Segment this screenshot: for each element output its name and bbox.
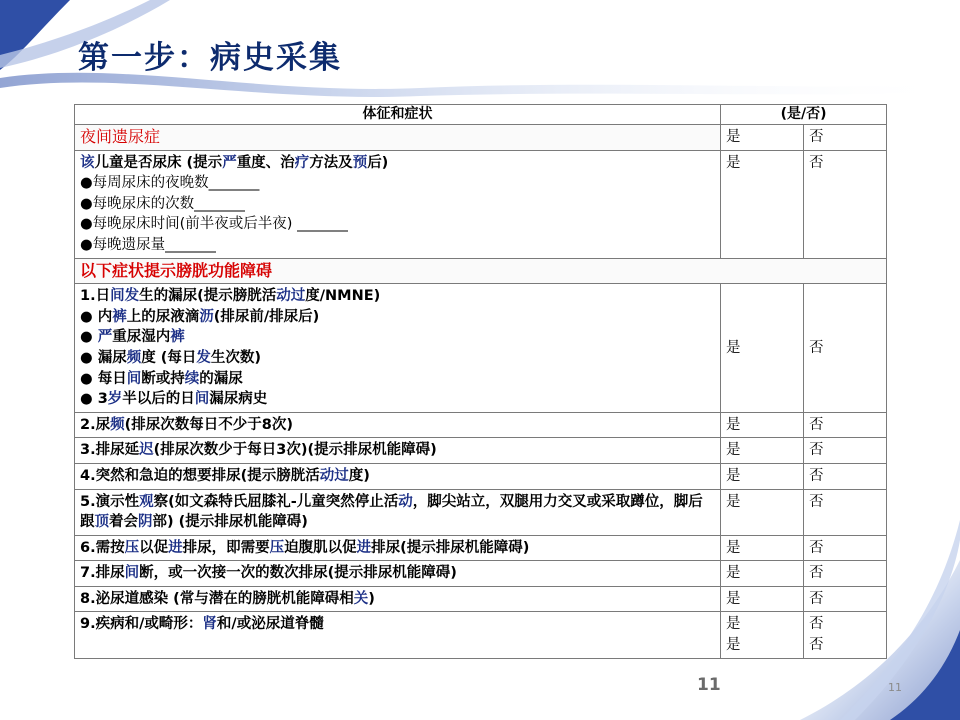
daytime-leakage-title: 1.日间发生的漏尿(提示膀胱活动过度/NMNE) <box>80 288 381 305</box>
header-symptoms: 体征和症状 <box>75 105 721 125</box>
bullet-nights-per-week: ●每周尿床的夜晚数_______ <box>80 175 260 192</box>
no-option[interactable]: 否 <box>804 438 887 464</box>
no-option[interactable]: 否 <box>804 463 887 489</box>
malformation-cell: 9.疾病和/或畸形：肾和/或泌尿道脊髓 <box>75 612 721 658</box>
bedwetting-question: 该儿童是否尿床 (提示严重度、治疗方法及预后) <box>80 154 389 171</box>
table-row <box>75 561 887 587</box>
no-option[interactable]: 否 <box>809 616 824 633</box>
no-option[interactable]: 否 <box>809 637 824 654</box>
bullet-volume-per-night: ●每晚遗尿量_______ <box>80 236 216 253</box>
slide-number-corner: 11 <box>888 681 902 694</box>
bullet-time-of-night: ●每晚尿床时间(前半夜或后半夜) _______ <box>80 216 348 233</box>
table-row <box>75 412 887 438</box>
no-option[interactable]: 否 <box>804 412 887 438</box>
daytime-leakage-cell <box>75 284 721 413</box>
history-table <box>74 104 887 659</box>
no-option[interactable]: 否 <box>804 284 887 413</box>
holding-maneuver-cell: 5.演示性观察(如文森特氏屈膝礼-儿童突然停止活动，脚尖站立，双腿用力交叉或采取蹲位，脚后跟顶着会阴部) (提示排尿机能障碍) <box>75 489 721 535</box>
header-yes-no: (是/否) <box>721 105 887 125</box>
frequency-cell: 2.尿频(排尿次数每日不少于8次) <box>75 412 721 438</box>
no-option[interactable]: 否 <box>804 586 887 612</box>
no-option[interactable]: 否 <box>804 489 887 535</box>
slide-title: 第一步：病史采集 <box>78 40 342 76</box>
table-row <box>75 612 887 658</box>
uti-cell: 8.泌尿道感染 (常与潜在的膀胱机能障碍相关) <box>75 586 721 612</box>
section-title-bladder-dysfunction: 以下症状提示膀胱功能障碍 <box>75 258 887 284</box>
section-title-nocturnal-enuresis: 夜间遗尿症 <box>75 125 721 151</box>
yes-option[interactable]: 是 <box>726 616 741 633</box>
no-option[interactable]: 否 <box>804 535 887 561</box>
bullet-times-per-night: ●每晚尿床的次数_______ <box>80 195 245 212</box>
section-row-nocturnal-enuresis <box>75 125 887 151</box>
bullet-underwear-drips: ● 内裤上的尿液滴沥(排尿前/排尿后) <box>80 308 320 325</box>
bullet-intermittent-leak: ● 每日间断或持续的漏尿 <box>80 370 243 387</box>
table-row <box>75 284 887 413</box>
bullet-leak-frequency: ● 漏尿频度 (每日发生次数) <box>80 349 262 366</box>
yes-option[interactable]: 是 <box>721 412 804 438</box>
yes-option[interactable]: 是 <box>721 489 804 535</box>
voiding-delay-cell: 3.排尿延迟(排尿次数少于每日3次)(提示排尿机能障碍) <box>75 438 721 464</box>
no-option[interactable]: 否 <box>804 125 887 151</box>
interrupted-voiding-cell: 7.排尿间断，或一次接一次的数次排尿(提示排尿机能障碍) <box>75 561 721 587</box>
table-row <box>75 535 887 561</box>
yes-option[interactable]: 是 <box>721 150 804 258</box>
table-row <box>75 150 887 258</box>
yes-option[interactable]: 是 <box>721 586 804 612</box>
table-row <box>75 438 887 464</box>
page-number: 11 <box>697 675 721 695</box>
table-row <box>75 586 887 612</box>
no-option[interactable]: 否 <box>804 150 887 258</box>
no-option-pair <box>804 612 887 658</box>
bullet-history-after-3-5: ● 3岁半以后的日间漏尿病史 <box>80 391 268 408</box>
straining-cell: 6.需按压以促进排尿，即需要压迫腹肌以促进排尿(提示排尿机能障碍) <box>75 535 721 561</box>
table-header-row <box>75 105 887 125</box>
yes-option[interactable]: 是 <box>721 463 804 489</box>
yes-option[interactable]: 是 <box>721 284 804 413</box>
yes-option[interactable]: 是 <box>721 125 804 151</box>
yes-option[interactable]: 是 <box>721 561 804 587</box>
yes-option[interactable]: 是 <box>721 438 804 464</box>
yes-option[interactable]: 是 <box>721 535 804 561</box>
table-row <box>75 489 887 535</box>
section-row-bladder-dysfunction <box>75 258 887 284</box>
urgency-cell: 4.突然和急迫的想要排尿(提示膀胱活动过度) <box>75 463 721 489</box>
bullet-severe-wetting: ● 严重尿湿内裤 <box>80 329 185 346</box>
yes-option[interactable]: 是 <box>726 637 741 654</box>
no-option[interactable]: 否 <box>804 561 887 587</box>
bedwetting-question-cell <box>75 150 721 258</box>
yes-option-pair <box>721 612 804 658</box>
table-row <box>75 463 887 489</box>
